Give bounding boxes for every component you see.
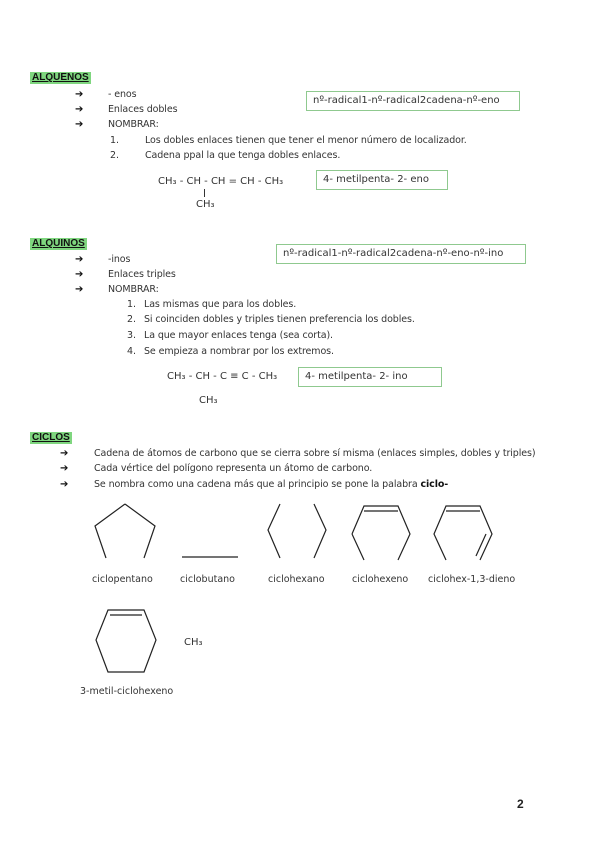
- alquinos-branch: CH₃: [199, 395, 218, 406]
- cyclohexene-structure: [346, 500, 416, 564]
- methylcyclohexene-ring: [96, 610, 156, 672]
- cyclopentane-structure: [90, 500, 160, 562]
- arrow-icon: ➔: [60, 463, 69, 474]
- alquenos-heading: ALQUENOS: [32, 72, 89, 83]
- alquenos-rule-1: Los dobles enlaces tienen que tener el menor número de localizador.: [145, 135, 467, 146]
- alquinos-rule-2: Si coinciden dobles y triples tienen preferencia los dobles.: [144, 314, 415, 325]
- caption-ciclohexano: ciclohexano: [268, 574, 325, 585]
- alquenos-answer-box: 4- metilpenta- 2- eno: [316, 170, 448, 190]
- cyclohexane-bonds-left: [268, 504, 280, 558]
- cyclohexadiene-double-bond-2: [476, 534, 486, 556]
- cyclohexane-structure: [262, 500, 332, 564]
- rule-number: 1.: [110, 135, 120, 146]
- cyclohexadiene-structure: [428, 500, 500, 564]
- alquenos-bullet-2: Enlaces dobles: [108, 104, 178, 115]
- ciclos-bullet-3: [94, 479, 448, 491]
- alquinos-rule-4: Se empieza a nombrar por los extremos.: [144, 346, 334, 357]
- rule-number: 2.: [127, 314, 137, 325]
- alquinos-heading: ALQUINOS: [32, 238, 85, 249]
- caption-ciclohexadieno: ciclohex-1,3-dieno: [428, 574, 516, 585]
- alquenos-formula-box: nº-radical1-nº-radical2cadena-nº-eno: [306, 91, 520, 111]
- rule-number: 4.: [127, 346, 137, 357]
- arrow-icon: ➔: [75, 119, 84, 130]
- alquinos-bullet-1: -inos: [108, 254, 131, 265]
- arrow-icon: ➔: [60, 448, 69, 459]
- methylcyclohexene-structure: [90, 604, 162, 678]
- rule-number: 2.: [110, 150, 120, 161]
- alquenos-structural-formula: CH₃ - CH - CH = CH - CH₃: [158, 176, 284, 187]
- alquinos-structural-formula: CH₃ - CH - C ≡ C - CH₃: [167, 371, 278, 382]
- caption-ciclopentano: ciclopentano: [92, 574, 153, 585]
- ciclos-bullet-2: Cada vértice del polígono representa un átomo de carbono.: [94, 463, 373, 474]
- alquenos-branch: CH₃: [196, 199, 215, 210]
- cyclopentane-bonds-right: [125, 504, 155, 558]
- cyclohexene-bond: [352, 534, 364, 560]
- alquinos-bullet-2: Enlaces triples: [108, 269, 176, 280]
- rule-number: 3.: [127, 330, 137, 341]
- cyclopentane-bonds-left: [95, 504, 125, 558]
- alquinos-rule-3: La que mayor enlaces tenga (sea corta).: [144, 330, 333, 341]
- cyclohexadiene-bonds: [434, 506, 492, 560]
- alquenos-rule-2: Cadena ppal la que tenga dobles enlaces.: [145, 150, 341, 161]
- ciclos-bullet-3-text: Se nombra como una cadena más que al principio se pone la palabra: [94, 479, 418, 490]
- arrow-icon: ➔: [75, 104, 84, 115]
- rule-number: 1.: [127, 299, 137, 310]
- ciclo-prefix: ciclo-: [420, 479, 449, 490]
- alquenos-bullet-3: NOMBRAR:: [108, 119, 159, 130]
- caption-ciclobutano: ciclobutano: [180, 574, 235, 585]
- arrow-icon: ➔: [75, 254, 84, 265]
- ciclos-bullet-1: Cadena de átomos de carbono que se cierra sobre sí misma (enlaces simples, dobles y triples): [94, 448, 536, 459]
- alquinos-rule-1: Las mismas que para los dobles.: [144, 299, 297, 310]
- cyclohexane-bonds-right: [314, 504, 326, 558]
- alquinos-bullet-3: NOMBRAR:: [108, 284, 159, 295]
- alquenos-bullet-1: - enos: [108, 89, 137, 100]
- arrow-icon: ➔: [75, 284, 84, 295]
- caption-ciclohexeno: ciclohexeno: [352, 574, 409, 585]
- alquinos-answer-box: 4- metilpenta- 2- ino: [298, 367, 442, 387]
- page-number: 2: [517, 797, 524, 811]
- branch-bond: [204, 189, 205, 197]
- caption-example: 3-metil-ciclohexeno: [80, 686, 174, 697]
- cyclobutane-structure: [180, 554, 240, 560]
- methyl-label: CH₃: [184, 637, 203, 648]
- arrow-icon: ➔: [60, 479, 69, 490]
- alquinos-formula-box: nº-radical1-nº-radical2cadena-nº-eno-nº-ino: [276, 244, 526, 264]
- ciclos-heading: CICLOS: [32, 432, 70, 443]
- arrow-icon: ➔: [75, 89, 84, 100]
- arrow-icon: ➔: [75, 269, 84, 280]
